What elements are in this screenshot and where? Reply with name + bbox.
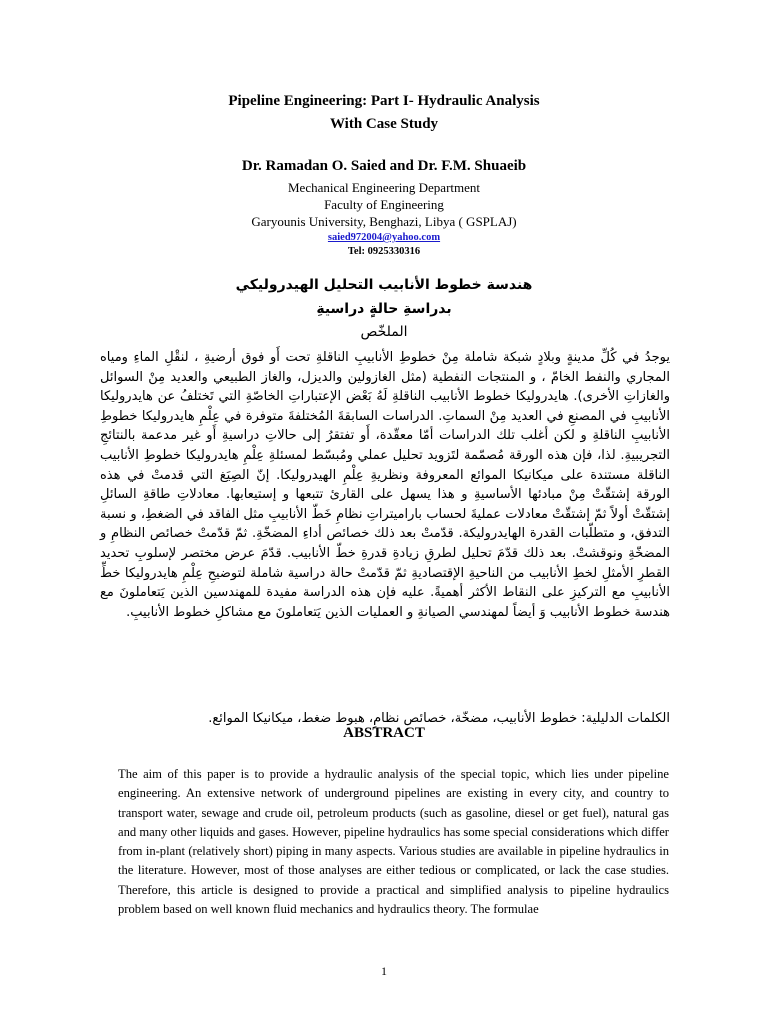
- authors: Dr. Ramadan O. Saied and Dr. F.M. Shuaeib: [241, 158, 527, 174]
- affiliation-faculty: Faculty of Engineering: [324, 197, 444, 212]
- email-line: [0, 232, 768, 243]
- arabic-title-line1: هندسة خطوط الأنابيب التحليل الهيدروليكي: [235, 277, 533, 293]
- page-number: 1: [381, 964, 387, 978]
- abstract-body: [118, 765, 669, 919]
- telephone: Tel: 0925330316: [347, 246, 421, 257]
- arabic-summary-text: يوجدُ في كُلِّ مدينةٍ وبلادٍ شبكة شاملة مِنْ خطوطِ الأنابيبِ الناقلةِ تحت أَو فوق أرضيةِ ، لنقْلِ الماءِ ومياه المجاري والنفط الخامّ ، و المنتجات النفطية (مثل الغازولين والديزل، والغاز الطبيعي والعديد مِنْ السوائل والغازاتِ الأخرى). هايدروليكا خطوط الأنابيب الناقلةِ لَهُ بَعْض الإعتباراتِ الخاصّةِ التي تَختلفُ عن هايدروليكا الأنابيبِ في المصنعِ في العديد مِنْ السماتِ. الدراسات السابقةَ المُختلفةَ متوفرة في عِلْمِ هايدروليكا خطوطِ الأنابيبِ الناقلةِ و لكن أغلب تلك الدراسات أمّا معقّدة، أَو تفتقرُ إلى حالاتِ دراسيةِ أَو غير مدعمة بالنتائجِ التجريبيةِ. لذا، فإن هذه الورقة مُصمّمة لتَزويد تحليل عملي ومُبسّط لمسئلةِ عِلْمِ هايدروليكا خطوطِ الأنابيب الناقلة مستندة على ميكانيكا الموائع المعروفة ونظريةِ عِلْمِ الهيدروليكا. إنّ الصِيَغ التي قدمتْ في هذه الورقة إشتقّتْ مِنْ مبادئها الأساسيةِ و هذا يسهل على القارئ تتبعها و إستيعابها. معادلاتِ طاقةِ السائلِ إشتقّتْ أولاً ثمّ إشتقّتْ معادلات عمليةَ لحساب باراميتراتِ نظامِ خَطّ الأنابيبِ مثل الفاقد في الضغطِ، و نسبة التدفق، و متطلّبات القدرة الهايدروليكة. قدّمتْ بعد ذلك خصائص أداءِ المضخّةِ. ثمّ قدّمتْ خصائص النظامِ و المضخّةِ ونوقشتْ. بعد ذلك قدّمَ تحليل لطرقِ زيادةِ قدرةِ خطّ الأنابيب. قدّمَ عرض مختصر لإسلوبِ تحديد القطرِ الأمثلِ لخطِ الأنابيب من الناحيةِ الإقتصاديةِ ثمّ قدّمتْ حالة دراسية شاملة لتوضيحِ عِلْمِ هايدروليكا خطِّ الأنابيبِ مع التركيزِ على النقاط الأكثر أهميةً. عليه فإن هذه الدراسة مفيدة للمهندسين الذين يَتعاملونَ مع هندسة خطوط الأنابيب وَ أيضاً لمهندسي الصيانةِ و العمليات الذين يَتعاملونَ مع مشاكلِ خطوط الأنابيبِ.: [100, 350, 670, 620]
- arabic-summary: [100, 348, 670, 622]
- paper-title-line1: Pipeline Engineering: Part I- Hydraulic Analysis: [228, 93, 540, 109]
- abstract-text: The aim of this paper is to provide a hydraulic analysis of the special topic, which lies under pipeline engineering. An extensive network of underground pipelines are existing in every city, and country to transport water, sewage and crude oil, petroleum products (such as gasoline, diesel or get fuel), natural gas and many other liquids and gases. However, pipeline hydraulics has some special considerations which differ from in-plant (relatively short) piping in many aspects. Various studies are available in pipeline hydraulics in the literature. However, most of those analyses are either tedious or complicated, or lack the case studies. Therefore, this article is designed to provide a practical and simplified analysis to pipeline hydraulics problem based on well known fluid mechanics and hydraulics theory. The formulae: [118, 767, 669, 917]
- affiliation-department: Mechanical Engineering Department: [287, 180, 481, 195]
- arabic-keywords: الكلمات الدليلية: خطوط الأنابيب، مضخّة، خصائص نظامِ، هبوط ضغط، ميكانيكا الموائع.: [208, 711, 670, 726]
- arabic-summary-heading: الملخّص: [360, 324, 408, 340]
- affiliation-university: Garyounis University, Benghazi, Libya ( GSPLAJ): [251, 214, 517, 229]
- email-link[interactable]: saied972004@yahoo.com: [327, 232, 441, 243]
- arabic-title-line2: بدراسةِ حالةٍ دراسيةِ: [316, 301, 452, 317]
- abstract-heading: ABSTRACT: [343, 725, 425, 741]
- paper-title-line2: With Case Study: [329, 116, 439, 132]
